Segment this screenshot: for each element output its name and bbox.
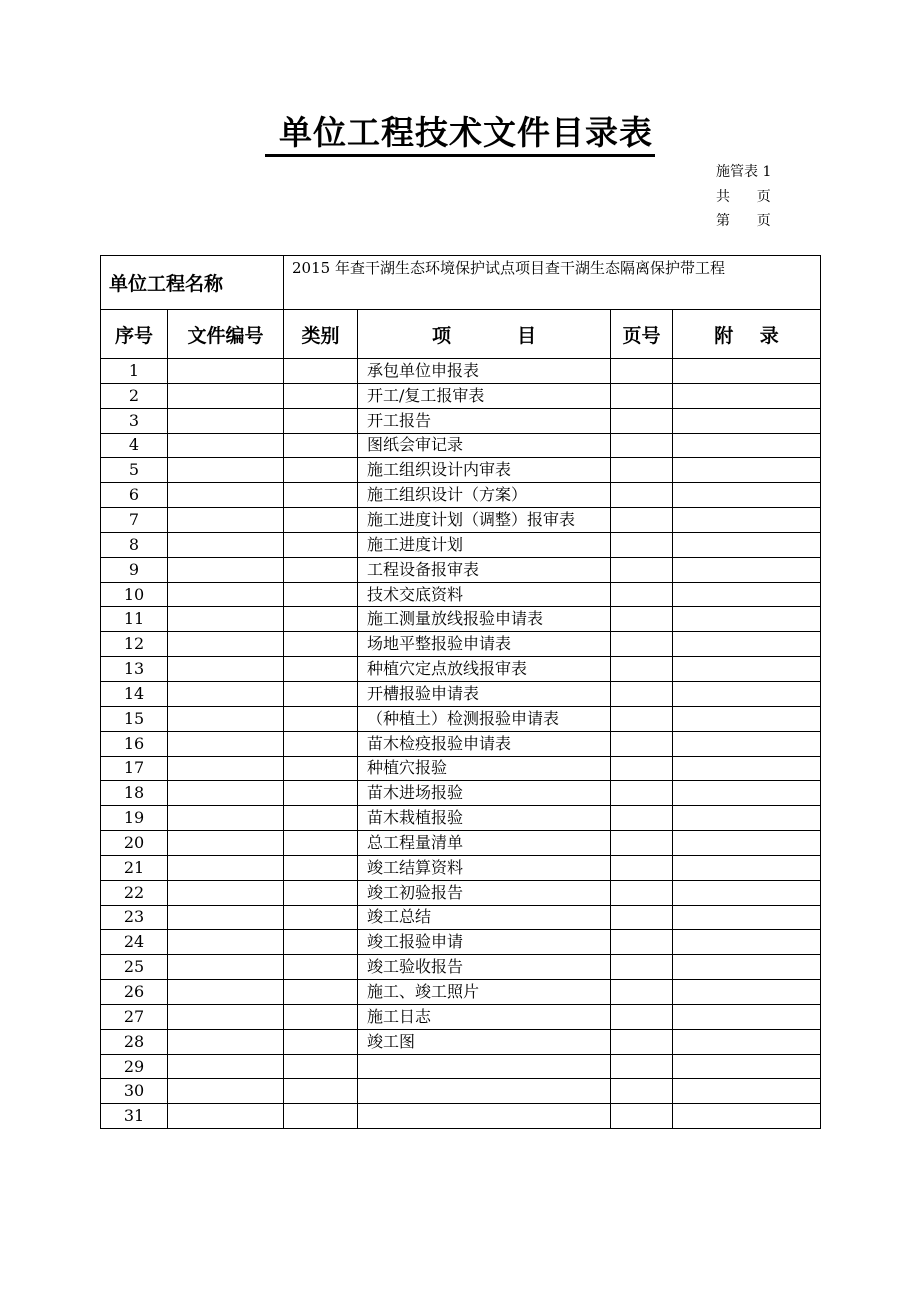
row-number: 8: [101, 532, 168, 557]
row-item: 苗木检疫报验申请表: [358, 731, 611, 756]
row-category: [284, 383, 358, 408]
row-item: [358, 1104, 611, 1129]
table-row: [101, 607, 821, 632]
row-item: 图纸会审记录: [358, 433, 611, 458]
row-number: 7: [101, 508, 168, 533]
row-file-number: [168, 359, 284, 384]
row-file-number: [168, 905, 284, 930]
row-appendix: [673, 508, 821, 533]
row-number: 18: [101, 781, 168, 806]
table-row: [101, 831, 821, 856]
row-page-number: [611, 855, 673, 880]
project-name-row: [101, 256, 821, 310]
project-name-label: 单位工程名称: [101, 256, 284, 310]
row-item: 苗木进场报验: [358, 781, 611, 806]
row-item: 开工报告: [358, 408, 611, 433]
table-row: [101, 408, 821, 433]
row-item: 种植穴定点放线报审表: [358, 657, 611, 682]
row-page-number: [611, 731, 673, 756]
row-appendix: [673, 905, 821, 930]
row-file-number: [168, 681, 284, 706]
row-number: 4: [101, 433, 168, 458]
table-row: [101, 930, 821, 955]
row-number: 27: [101, 1004, 168, 1029]
row-page-number: [611, 632, 673, 657]
row-page-number: [611, 1004, 673, 1029]
row-page-number: [611, 955, 673, 980]
table-row: [101, 433, 821, 458]
row-category: [284, 855, 358, 880]
row-item: 施工进度计划: [358, 532, 611, 557]
row-page-number: [611, 582, 673, 607]
row-file-number: [168, 880, 284, 905]
row-item: 施工组织设计内审表: [358, 458, 611, 483]
table-row: [101, 756, 821, 781]
row-file-number: [168, 706, 284, 731]
row-appendix: [673, 1029, 821, 1054]
row-file-number: [168, 657, 284, 682]
row-item: 竣工总结: [358, 905, 611, 930]
row-item: 竣工验收报告: [358, 955, 611, 980]
row-category: [284, 980, 358, 1005]
row-page-number: [611, 657, 673, 682]
row-category: [284, 607, 358, 632]
row-item: 施工组织设计（方案）: [358, 483, 611, 508]
row-number: 10: [101, 582, 168, 607]
row-item: [358, 1054, 611, 1079]
row-appendix: [673, 359, 821, 384]
row-appendix: [673, 756, 821, 781]
row-appendix: [673, 781, 821, 806]
row-file-number: [168, 980, 284, 1005]
row-appendix: [673, 483, 821, 508]
row-item: 承包单位申报表: [358, 359, 611, 384]
row-page-number: [611, 557, 673, 582]
table-row: [101, 1029, 821, 1054]
table-row: [101, 1004, 821, 1029]
table-row: [101, 1079, 821, 1104]
table-row: [101, 508, 821, 533]
row-file-number: [168, 508, 284, 533]
row-file-number: [168, 1104, 284, 1129]
row-item: 施工日志: [358, 1004, 611, 1029]
row-file-number: [168, 806, 284, 831]
row-category: [284, 557, 358, 582]
row-item: 竣工图: [358, 1029, 611, 1054]
row-page-number: [611, 408, 673, 433]
row-category: [284, 1079, 358, 1104]
row-item: 施工、竣工照片: [358, 980, 611, 1005]
row-category: [284, 483, 358, 508]
row-page-number: [611, 681, 673, 706]
row-number: 23: [101, 905, 168, 930]
row-appendix: [673, 557, 821, 582]
row-page-number: [611, 756, 673, 781]
row-number: 25: [101, 955, 168, 980]
header-appendix: 附 录: [673, 310, 821, 359]
row-number: 21: [101, 855, 168, 880]
row-number: 11: [101, 607, 168, 632]
row-appendix: [673, 955, 821, 980]
table-row: [101, 1104, 821, 1129]
table-row: [101, 731, 821, 756]
row-page-number: [611, 1029, 673, 1054]
row-page-number: [611, 483, 673, 508]
row-category: [284, 508, 358, 533]
row-page-number: [611, 781, 673, 806]
table-row: [101, 582, 821, 607]
table-row: [101, 880, 821, 905]
table-row: [101, 955, 821, 980]
row-file-number: [168, 408, 284, 433]
row-page-number: [611, 1054, 673, 1079]
header-category: 类别: [284, 310, 358, 359]
row-page-number: [611, 806, 673, 831]
row-item: 施工进度计划（调整）报审表: [358, 508, 611, 533]
row-appendix: [673, 433, 821, 458]
document-title: 单位工程技术文件目录表: [265, 112, 655, 157]
table-row: [101, 706, 821, 731]
row-item: 工程设备报审表: [358, 557, 611, 582]
row-category: [284, 1104, 358, 1129]
row-item: 种植穴报验: [358, 756, 611, 781]
row-number: 14: [101, 681, 168, 706]
row-number: 15: [101, 706, 168, 731]
row-category: [284, 1054, 358, 1079]
table-row: [101, 383, 821, 408]
row-file-number: [168, 781, 284, 806]
row-file-number: [168, 1079, 284, 1104]
row-page-number: [611, 433, 673, 458]
row-item: 开工/复工报审表: [358, 383, 611, 408]
header-page: 页号: [611, 310, 673, 359]
catalog-table-body: [101, 256, 821, 1129]
row-category: [284, 806, 358, 831]
row-appendix: [673, 980, 821, 1005]
header-item: 项 目: [358, 310, 611, 359]
row-item: 开槽报验申请表: [358, 681, 611, 706]
total-pages-label: 共 页: [716, 188, 771, 205]
row-number: 12: [101, 632, 168, 657]
row-file-number: [168, 483, 284, 508]
row-category: [284, 632, 358, 657]
row-category: [284, 955, 358, 980]
row-number: 28: [101, 1029, 168, 1054]
row-appendix: [673, 681, 821, 706]
row-page-number: [611, 1104, 673, 1129]
row-category: [284, 781, 358, 806]
row-appendix: [673, 731, 821, 756]
row-item: 竣工初验报告: [358, 880, 611, 905]
row-item: 苗木栽植报验: [358, 806, 611, 831]
row-number: 20: [101, 831, 168, 856]
row-file-number: [168, 1029, 284, 1054]
row-item: （种植土）检测报验申请表: [358, 706, 611, 731]
row-number: 24: [101, 930, 168, 955]
title-wrap: [0, 112, 920, 157]
table-row: [101, 359, 821, 384]
row-file-number: [168, 930, 284, 955]
row-page-number: [611, 532, 673, 557]
row-page-number: [611, 831, 673, 856]
row-file-number: [168, 532, 284, 557]
row-appendix: [673, 657, 821, 682]
row-category: [284, 1029, 358, 1054]
row-file-number: [168, 1054, 284, 1079]
row-number: 13: [101, 657, 168, 682]
row-page-number: [611, 930, 673, 955]
table-row: [101, 657, 821, 682]
row-number: 19: [101, 806, 168, 831]
header-row: [101, 310, 821, 359]
row-category: [284, 905, 358, 930]
row-category: [284, 408, 358, 433]
row-item: 技术交底资料: [358, 582, 611, 607]
row-file-number: [168, 831, 284, 856]
row-appendix: [673, 1079, 821, 1104]
row-appendix: [673, 383, 821, 408]
row-appendix: [673, 1004, 821, 1029]
header-file-no: 文件编号: [168, 310, 284, 359]
row-category: [284, 731, 358, 756]
row-appendix: [673, 880, 821, 905]
row-file-number: [168, 458, 284, 483]
row-appendix: [673, 1104, 821, 1129]
row-category: [284, 831, 358, 856]
table-row: [101, 781, 821, 806]
project-name-value: 2015 年查干湖生态环境保护试点项目查干湖生态隔离保护带工程: [284, 256, 821, 310]
row-category: [284, 532, 358, 557]
row-file-number: [168, 1004, 284, 1029]
row-category: [284, 706, 358, 731]
table-row: [101, 632, 821, 657]
row-file-number: [168, 731, 284, 756]
row-page-number: [611, 980, 673, 1005]
table-row: [101, 557, 821, 582]
row-category: [284, 880, 358, 905]
row-appendix: [673, 632, 821, 657]
row-number: 9: [101, 557, 168, 582]
table-row: [101, 532, 821, 557]
row-category: [284, 1004, 358, 1029]
row-item: 竣工结算资料: [358, 855, 611, 880]
table-row: [101, 905, 821, 930]
row-appendix: [673, 458, 821, 483]
row-page-number: [611, 458, 673, 483]
row-number: 6: [101, 483, 168, 508]
row-appendix: [673, 1054, 821, 1079]
row-appendix: [673, 408, 821, 433]
row-file-number: [168, 855, 284, 880]
row-item: 场地平整报验申请表: [358, 632, 611, 657]
row-appendix: [673, 831, 821, 856]
row-page-number: [611, 880, 673, 905]
row-page-number: [611, 359, 673, 384]
row-item: 竣工报验申请: [358, 930, 611, 955]
header-no: 序号: [101, 310, 168, 359]
row-file-number: [168, 557, 284, 582]
table-row: [101, 806, 821, 831]
row-file-number: [168, 756, 284, 781]
row-appendix: [673, 582, 821, 607]
row-file-number: [168, 955, 284, 980]
row-number: 26: [101, 980, 168, 1005]
row-number: 1: [101, 359, 168, 384]
row-file-number: [168, 607, 284, 632]
row-number: 30: [101, 1079, 168, 1104]
row-number: 29: [101, 1054, 168, 1079]
table-row: [101, 1054, 821, 1079]
row-category: [284, 756, 358, 781]
row-file-number: [168, 582, 284, 607]
row-file-number: [168, 433, 284, 458]
row-category: [284, 681, 358, 706]
form-code: 施管表 1: [716, 164, 772, 180]
row-page-number: [611, 383, 673, 408]
row-number: 31: [101, 1104, 168, 1129]
row-appendix: [673, 532, 821, 557]
row-number: 22: [101, 880, 168, 905]
row-appendix: [673, 855, 821, 880]
row-page-number: [611, 607, 673, 632]
row-number: 17: [101, 756, 168, 781]
row-category: [284, 458, 358, 483]
row-item: [358, 1079, 611, 1104]
form-meta: [716, 160, 771, 234]
row-category: [284, 930, 358, 955]
row-item: 施工测量放线报验申请表: [358, 607, 611, 632]
row-number: 2: [101, 383, 168, 408]
table-row: [101, 855, 821, 880]
row-page-number: [611, 508, 673, 533]
row-appendix: [673, 930, 821, 955]
row-category: [284, 657, 358, 682]
table-row: [101, 458, 821, 483]
row-category: [284, 359, 358, 384]
row-category: [284, 433, 358, 458]
row-appendix: [673, 806, 821, 831]
catalog-table: [100, 255, 821, 1129]
table-row: [101, 483, 821, 508]
row-file-number: [168, 383, 284, 408]
row-page-number: [611, 706, 673, 731]
row-category: [284, 582, 358, 607]
row-number: 5: [101, 458, 168, 483]
row-file-number: [168, 632, 284, 657]
table-row: [101, 980, 821, 1005]
table-row: [101, 681, 821, 706]
row-number: 16: [101, 731, 168, 756]
row-item: 总工程量清单: [358, 831, 611, 856]
row-page-number: [611, 1079, 673, 1104]
page-number-label: 第 页: [716, 213, 771, 229]
row-appendix: [673, 607, 821, 632]
row-appendix: [673, 706, 821, 731]
row-page-number: [611, 905, 673, 930]
row-number: 3: [101, 408, 168, 433]
